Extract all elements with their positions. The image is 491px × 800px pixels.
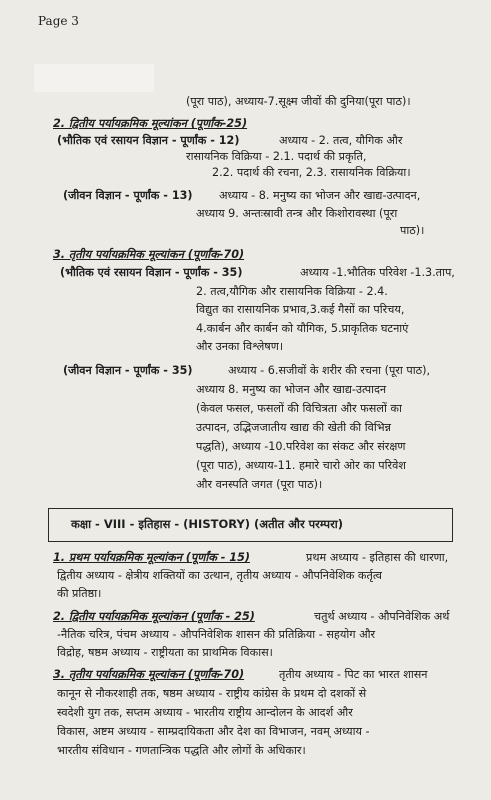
text-line: प्रथम अध्याय - इतिहास की धारणा, xyxy=(306,551,449,564)
section-heading: 3. तृतीय पर्यायक्रमिक मूल्यांकन (पूर्णांक-70) xyxy=(53,668,245,681)
scan-smudge xyxy=(34,64,154,92)
subject-label: (भौतिक एवं रसायन विज्ञान - पूर्णांक - 35) xyxy=(60,266,243,279)
section-heading: 3. तृतीय पर्यायक्रमिक मूल्यांकन (पूर्णांक-70) xyxy=(53,248,245,261)
page-number-label: Page 3 xyxy=(38,14,79,28)
text-line: अध्याय - 8. मनुष्य का भोजन और खाद्य-उत्पादन, xyxy=(219,189,421,202)
text-line: और वनस्पति जगत (पूरा पाठ)। xyxy=(196,478,323,491)
section-heading: 1. प्रथम पर्यायक्रमिक मूल्यांकन (पूर्णांक - 15) xyxy=(53,551,250,564)
text-line: की प्रतिष्ठा। xyxy=(57,587,102,600)
section-heading: 2. द्वितीय पर्यायक्रमिक मूल्यांकन (पूर्णांक - 25) xyxy=(53,610,255,623)
text-line: (केवल फसल, फसलों की विचित्रता और फसलों का xyxy=(196,402,402,415)
text-line: अध्याय 8. मनुष्य का भोजन और खाद्य-उत्पादन xyxy=(196,383,387,396)
subject-label: (जीवन विज्ञान - पूर्णांक - 13) xyxy=(63,189,193,202)
text-line: विकास, अष्टम अध्याय - साम्प्रदायिकता और देश का विभाजन, नवम् अध्याय - xyxy=(57,725,370,738)
text-line: 2. तत्व,यौगिक और रासायनिक विक्रिया - 2.4. xyxy=(196,285,388,298)
text-line: विद्युत का रासायनिक प्रभाव,3.कई गैसों का परिचय, xyxy=(196,303,405,316)
text-line: स्वदेशी युग तक, सप्तम अध्याय - भारतीय राष्ट्रीय आन्दोलन के आदर्श और xyxy=(57,706,353,719)
text-line: उत्पादन, उद्भिजजातीय खाद्य की खेती की विभिन्न xyxy=(196,421,391,434)
class-title: कक्षा - VIII - इतिहास - (HISTORY) (अतीत और परम्परा) xyxy=(71,517,344,531)
text-line: रासायनिक विक्रिया - 2.1. पदार्थ की प्रकृति, xyxy=(186,150,367,163)
subject-label: (जीवन विज्ञान - पूर्णांक - 35) xyxy=(63,364,193,377)
text-line: विद्रोह, षष्ठम अध्याय - राष्ट्रीयता का प्राथमिक विकास। xyxy=(57,646,273,659)
text-line: द्वितीय अध्याय - क्षेत्रीय शक्तियों का उत्थान, तृतीय अध्याय - औपनिवेशिक कर्तृत्व xyxy=(57,569,383,582)
text-line: कानून से नौकरशाही तक, षष्ठम अध्याय - राष्ट्रीय कांग्रेस के प्रथम दो दशकों से xyxy=(57,687,367,700)
text-line: -नैतिक चरित्र, पंचम अध्याय - औपनिवेशिक शासन की प्रतिक्रिया - सहयोग और xyxy=(57,628,376,641)
text-line: 2.2. पदार्थ की रचना, 2.3. रासायनिक विक्रिया। xyxy=(212,166,411,179)
text-line: तृतीय अध्याय - पिट का भारत शासन xyxy=(279,668,428,681)
text-line: अध्याय -1.भौतिक परिवेश -1.3.ताप, xyxy=(300,266,455,279)
text-line: 4.कार्बन और कार्बन को यौगिक, 5.प्राकृतिक घटनाएं xyxy=(196,322,409,335)
text-line: (पूरा पाठ), अध्याय-11. हमारे चारो ओर का परिवेश xyxy=(196,459,406,472)
section-heading: 2. द्वितीय पर्यायक्रमिक मूल्यांकन (पूर्णांक-25) xyxy=(53,117,248,130)
text-line: पाठ)। xyxy=(400,224,425,237)
subject-label: (भौतिक एवं रसायन विज्ञान - पूर्णांक - 12) xyxy=(57,134,240,147)
text-line: भारतीय संविधान - गणतान्त्रिक पद्धति और लोगों के अधिकार। xyxy=(57,744,306,757)
text-line: पद्धति), अध्याय -10.परिवेश का संकट और संरक्षण xyxy=(196,440,406,453)
text-line: और उनका विश्लेषण। xyxy=(196,340,284,353)
text-line: चतुर्थ अध्याय - औपनिवेशिक अर्थ xyxy=(314,610,450,623)
text-line: अध्याय - 2. तत्व, यौगिक और xyxy=(279,134,403,147)
text-line: अध्याय 9. अन्तःस्रावी तन्त्र और किशोरावस्था (पूरा xyxy=(196,207,398,220)
text-line: अध्याय - 6.सजीवों के शरीर की रचना (पूरा पाठ), xyxy=(228,364,431,377)
text-line: (पूरा पाठ), अध्याय-7.सूक्ष्म जीवों की दुनिया(पूरा पाठ)। xyxy=(186,95,411,108)
class-title-box xyxy=(48,508,453,542)
